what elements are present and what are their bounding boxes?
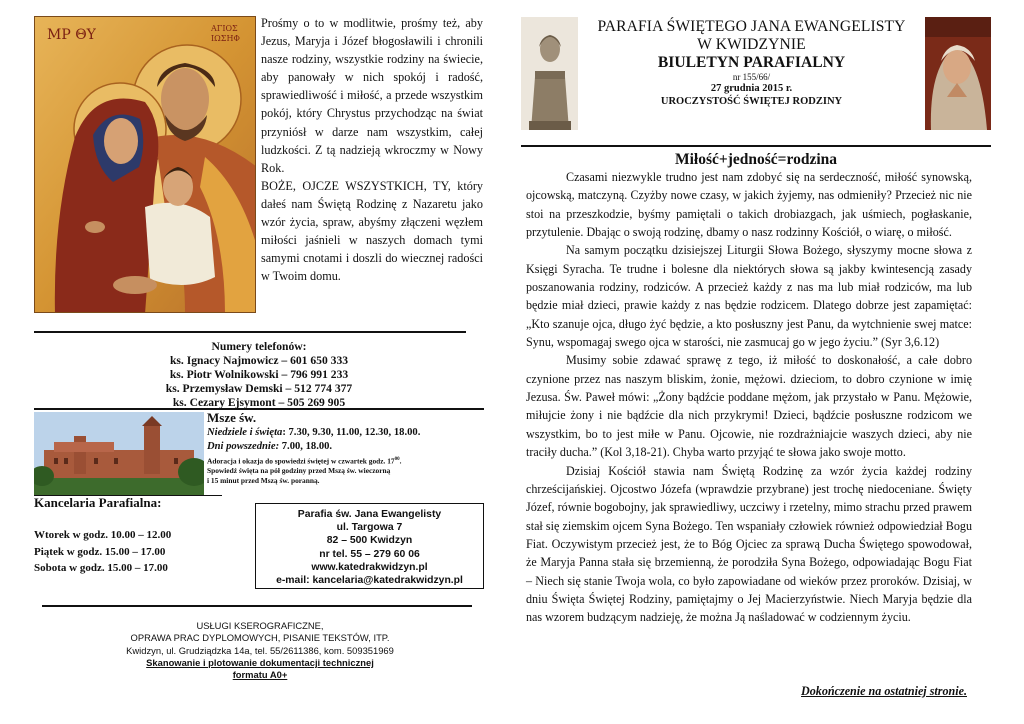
divider-bottom-left	[42, 605, 472, 607]
services-line-2: OPRAWA PRAC DYPLOMOWYCH, PISANIE TEKSTÓW, ITP.	[130, 632, 390, 644]
prayer-text-block	[261, 14, 483, 285]
parish-name: PARAFIA ŚWIĘTEGO JANA EWANGELISTY	[597, 18, 906, 35]
services-line-3: Kwidzyn, ul. Grudziądzka 14a, tel. 55/2611386, kom. 509351969	[126, 644, 394, 656]
praying-figure-image	[925, 17, 991, 130]
feast-name: UROCZYSTOŚĆ ŚWIĘTEJ RODZINY	[660, 95, 843, 107]
masses-section	[207, 410, 487, 486]
article-body	[526, 168, 972, 627]
article-paragraph: Czasami niezwykle trudno jest nam zdobyć się na serdeczność, miłość synowską, ojcowską, matczyną. Czyżby nowe czasy, w jakich żyjemy, nas odmieniły? Przecież nic nie stoi na przeszkodzie, byśmy pamiętali o takich drobiazgach, jak uśmiech, pogłaskanie, przytulenie. Dbając o swoją rodzinę, dbamy o nasz rodzinny Kościół, o wiarę, o miłość.	[526, 170, 972, 240]
icon-inscription-right-2: ΙΩΣΗΦ	[211, 34, 240, 43]
article-paragraph: Musimy sobie zdawać sprawę z tego, iż miłość to doskonałość, a całe dobro czynione przez nas naszym bliskim, żonie, mężowi. dzieciom, to dobro czynione w imię Jezusa. Św. Paweł mówi: „Żony bądźcie poddane mężom, jak przystało w Panu. Mężowie, miłujcie żony i nie bądźcie dla nich przykrymi! Dzieci, bądźcie posłuszne rodzicom we wszystkim, bo to jest miłe w Panu. Ojcowie, nie rozdrażniajcie waszych dzieci, aby nie traciły ducha.” (Kol 3,18-21). Chyba warto przyjąć te słowa jako swoje motto.	[526, 353, 972, 460]
email-link[interactable]: e-mail: kancelaria@katedrakwidzyn.pl	[276, 575, 463, 587]
phones-title: Numery telefonów:	[211, 340, 307, 353]
divider-top-left	[34, 331, 466, 333]
masses-sunday	[207, 426, 487, 440]
phone-line: ks. Cezary Ejsymont – 505 269 905	[172, 396, 346, 410]
issue-date: 27 grudnia 2015 r.	[710, 83, 793, 94]
masses-note-adoration: Adoracja i okazja do spowiedzi świętej w czwartek godz. $17^{00}$.	[207, 456, 402, 466]
saint-john-statue-image	[521, 17, 578, 130]
office-title: Kancelaria Parafialna:	[34, 495, 162, 510]
article-title: Miłość+jedność=rodzina	[674, 151, 838, 168]
masses-title: Msze św.	[207, 410, 257, 425]
parish-office-section	[34, 495, 224, 577]
phone-line: ks. Piotr Wolnikowski – 796 991 233	[169, 368, 349, 382]
holy-family-icon-illustration	[35, 17, 256, 313]
phone-numbers-section	[34, 340, 484, 410]
statue-illustration	[521, 17, 578, 130]
issue-number: nr 155/66/	[732, 72, 771, 82]
praying-figure-illustration	[925, 17, 991, 130]
address-line: nr tel. 55 – 279 60 06	[319, 548, 420, 560]
icon-inscription-right-1: ΑΓΙΟΣ	[211, 24, 238, 33]
services-line-5: formatu A0+	[232, 669, 288, 681]
article-continued-note: Dokończenie na ostatniej stronie.	[801, 684, 967, 698]
masses-note-adoration-text: Adoracja i okazja do spowiedzi świętej w czwartek godz. 17	[207, 456, 395, 466]
article-paragraph: Na samym początku dzisiejszej Liturgii Słowa Bożego, słyszymy mocne słowa z Księgi Syracha. Te trudne i bolesne dla niektórych słowa są jakby kwintesencją zasady poszanowania rodziny, rodziców. A przecież każdy z nas ma lub miał rodziców, ma lub będzie miał dzieci, prawie każdy z nas będzie rodzicem. Dlatego dobrze jest zapamiętać: „Kto szanuje ojca, długo żyć będzie, a kto posłuszny jest Panu, da wytchnienie swej matce: Synu, wspomagaj swego ojca w starości, nie zasmucaj go w jego życiu.” (Syr 3,6.12)	[526, 243, 972, 350]
services-line-1: USŁUGI KSEROGRAFICZNE,	[196, 620, 324, 631]
article-paragraph: Dzisiaj Kościół stawia nam Świętą Rodzinę za wzór życia każdej rodziny chrześcijańskiej. Ojcostwo Józefa (wprawdzie przybrane) jest trochę niedoceniane. Święty Józef, równie bogobojny, jak sprawiedliwy, uczciwy i rzetelny, mimo strachu przed prawem stał się ziemskim ojcem Syna Bożego. Ten wspaniały człowiek również odpowiedział Bogu Fiat. Oczywistym przecież jest, że to Bóg Ojciec za sprawą Ducha Świętego spowodował, że Maryja Panna stała się brzemienną, że porodziła Syna Bożego, odpowiadając Bogu Fiat – Niech się stanie Twoja wola, co było zapowiadane od wieków przez proroków. Dzisiaj, w dniu Święta Świętej Rodziny, pamiętajmy o Jej Macierzyństwie. Niech Maryja będzie dla nas wzorem budzącym nadzieję, że można Ją naśladować w codziennym życiu.	[526, 463, 972, 625]
castle-illustration	[34, 412, 204, 496]
office-hours-line: Wtorek w godz. 10.00 – 12.00	[34, 529, 172, 541]
parish-address-box	[255, 503, 484, 589]
masses-note-morning: i 15 minut przed Mszą św. poranną.	[207, 476, 320, 486]
address-line: ul. Targowa 7	[336, 522, 403, 534]
bulletin-title: BIULETYN PARAFIALNY	[657, 54, 846, 71]
divider-header	[521, 145, 991, 147]
address-line: Parafia św. Jana Ewangelisty	[297, 509, 442, 520]
masses-sunday-label: Niedziele i święta	[207, 427, 283, 438]
masses-note-confession: Spowiedź święta na pół godziny przed Mszą św. wieczorną	[207, 466, 391, 476]
icon-inscription-left: MP ΘY	[47, 27, 96, 43]
masses-weekday-label: Dni powszednie:	[207, 440, 280, 452]
services-line-4: Skanowanie i plotowanie dokumentacji technicznej	[146, 656, 374, 668]
parish-city: W KWIDZYNIE	[697, 36, 806, 53]
phone-line: ks. Przemysław Demski – 512 774 377	[165, 382, 353, 396]
office-hours-line: Piątek w godz. 15.00 – 17.00	[34, 545, 166, 558]
phone-line: ks. Ignacy Najmowicz – 601 650 333	[169, 354, 349, 368]
office-hours-line: Sobota w godz. 15.00 – 17.00	[34, 562, 168, 574]
masses-sunday-times: : 7.30, 9.30, 11.00, 12.30, 18.00.	[282, 427, 421, 438]
website-link[interactable]: www.katedrakwidzyn.pl	[311, 561, 428, 573]
bulletin-header	[578, 18, 925, 108]
holy-family-icon-image	[34, 16, 256, 313]
prayer-paragraph: Prośmy o to w modlitwie, prośmy też, aby Jezus, Maryja i Józef błogosławili i chronili nasze rodziny, wszystkie rodziny na świecie, aby panowały w nich spokój i radość, sprawiedliwość i miłość, a przede wszystkim pokój, który Chrystus przychodząc na świat przyniósł w darze nam wszystkim, całej ludzkości. Z tą nadzieją wkroczmy w Nowy Rok.	[261, 16, 483, 175]
prayer-invocation: BOŻE, OJCZE WSZYSTKICH, TY, który dałeś nam Świętą Rodzinę z Nazaretu jako wzór życia, spraw, abyśmy złączeni węzłem miłości jaśnieli w naszych domach tymi samymi cnotami i doszli do wiecznej radości w Twoim domu.	[261, 178, 483, 284]
services-ad	[100, 620, 420, 681]
address-line: 82 – 500 Kwidzyn	[326, 535, 413, 547]
castle-photo	[34, 412, 204, 496]
masses-weekday-times: 7.00, 18.00.	[279, 440, 333, 452]
masses-weekday	[207, 440, 487, 454]
masses-note-adoration-sup: 00	[394, 457, 400, 462]
